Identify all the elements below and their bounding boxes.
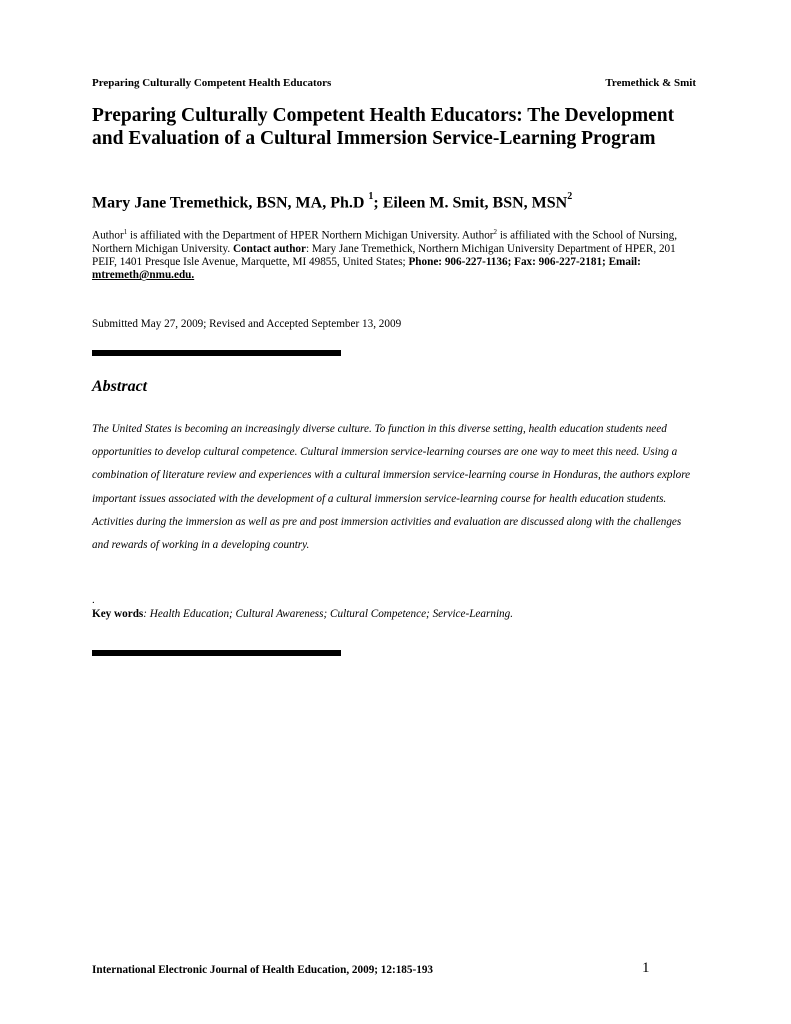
affiliation-block: [92, 226, 692, 283]
affiliation-text-2: is affiliated with the School of Nursing, Northern Michigan University.: [92, 229, 678, 255]
contact-author-text: : Mary Jane Tremethick, Northern Michigan University Department of HPER, 201 PEIF, 1401 Presque Isle Avenue, Marquette, MI 49855, United States;: [92, 242, 676, 269]
keywords-text: : Health Education; Cultural Awareness; Cultural Competence; Service-Learning.: [143, 608, 514, 620]
author-1-name: Mary Jane Tremethick, BSN, MA, Ph.D: [92, 194, 365, 212]
author-2-superscript: 2: [567, 191, 573, 202]
submission-dates: Submitted May 27, 2009; Revised and Accepted September 13, 2009: [92, 318, 402, 330]
affiliation-text-1: is affiliated with the Department of HPER Northern Michigan University. Author: [127, 229, 494, 242]
keywords-label: Key words: [92, 608, 144, 620]
abstract-heading: Abstract: [92, 378, 148, 395]
divider-rule-top: [92, 350, 341, 356]
author-2-name: Eileen M. Smit, BSN, MSN: [382, 194, 568, 212]
divider-rule-bottom: [92, 650, 341, 656]
abstract-body: The United States is becoming an increasingly diverse culture. To function in this diverse setting, health education students need opportunities to develop cultural competence. Cultural immersion service-learning courses are one way to meet this need. Using a combination of literature review and experiences with a cultural immersion service-learning course in Honduras, the authors explore important issues associated with the development of a cultural immersion service-learning course for health education students. Activities during the immersion as well as pre and post immersion activities and evaluation are discussed along with the challenges and rewards of working in a developing country.: [92, 423, 691, 552]
paper-title: Preparing Culturally Competent Health Educators: The Development and Evaluation of a Cultural Immersion Service-Learning Program: [92, 105, 675, 149]
phone-label: Phone:: [408, 256, 443, 269]
author-line: [92, 189, 692, 213]
phone-number: 906-227-1136;: [442, 256, 515, 269]
fax-number: 906-227-2181;: [535, 256, 609, 269]
email-label: Email:: [608, 256, 641, 269]
running-head: [92, 77, 696, 95]
stray-dot: .: [92, 594, 95, 606]
running-head-title: Preparing Culturally Competent Health Educators: [92, 77, 332, 89]
affiliation-sup-2: 2: [493, 228, 498, 236]
page-number: 1: [642, 960, 650, 976]
keywords-line: [92, 608, 696, 620]
email-link[interactable]: mtremeth@nmu.edu.: [92, 269, 195, 282]
journal-footer: International Electronic Journal of Health Education, 2009; 12:185-193: [92, 964, 434, 976]
fax-label: Fax:: [514, 256, 536, 269]
affiliation-sup-1: 1: [123, 228, 128, 236]
author-1-superscript: 1: [368, 191, 374, 202]
author-separator: ;: [373, 194, 383, 212]
running-head-authors: Tremethick & Smit: [605, 77, 696, 89]
contact-author-label: Contact author: [232, 242, 306, 255]
affiliation-author-label: Author: [92, 229, 124, 242]
